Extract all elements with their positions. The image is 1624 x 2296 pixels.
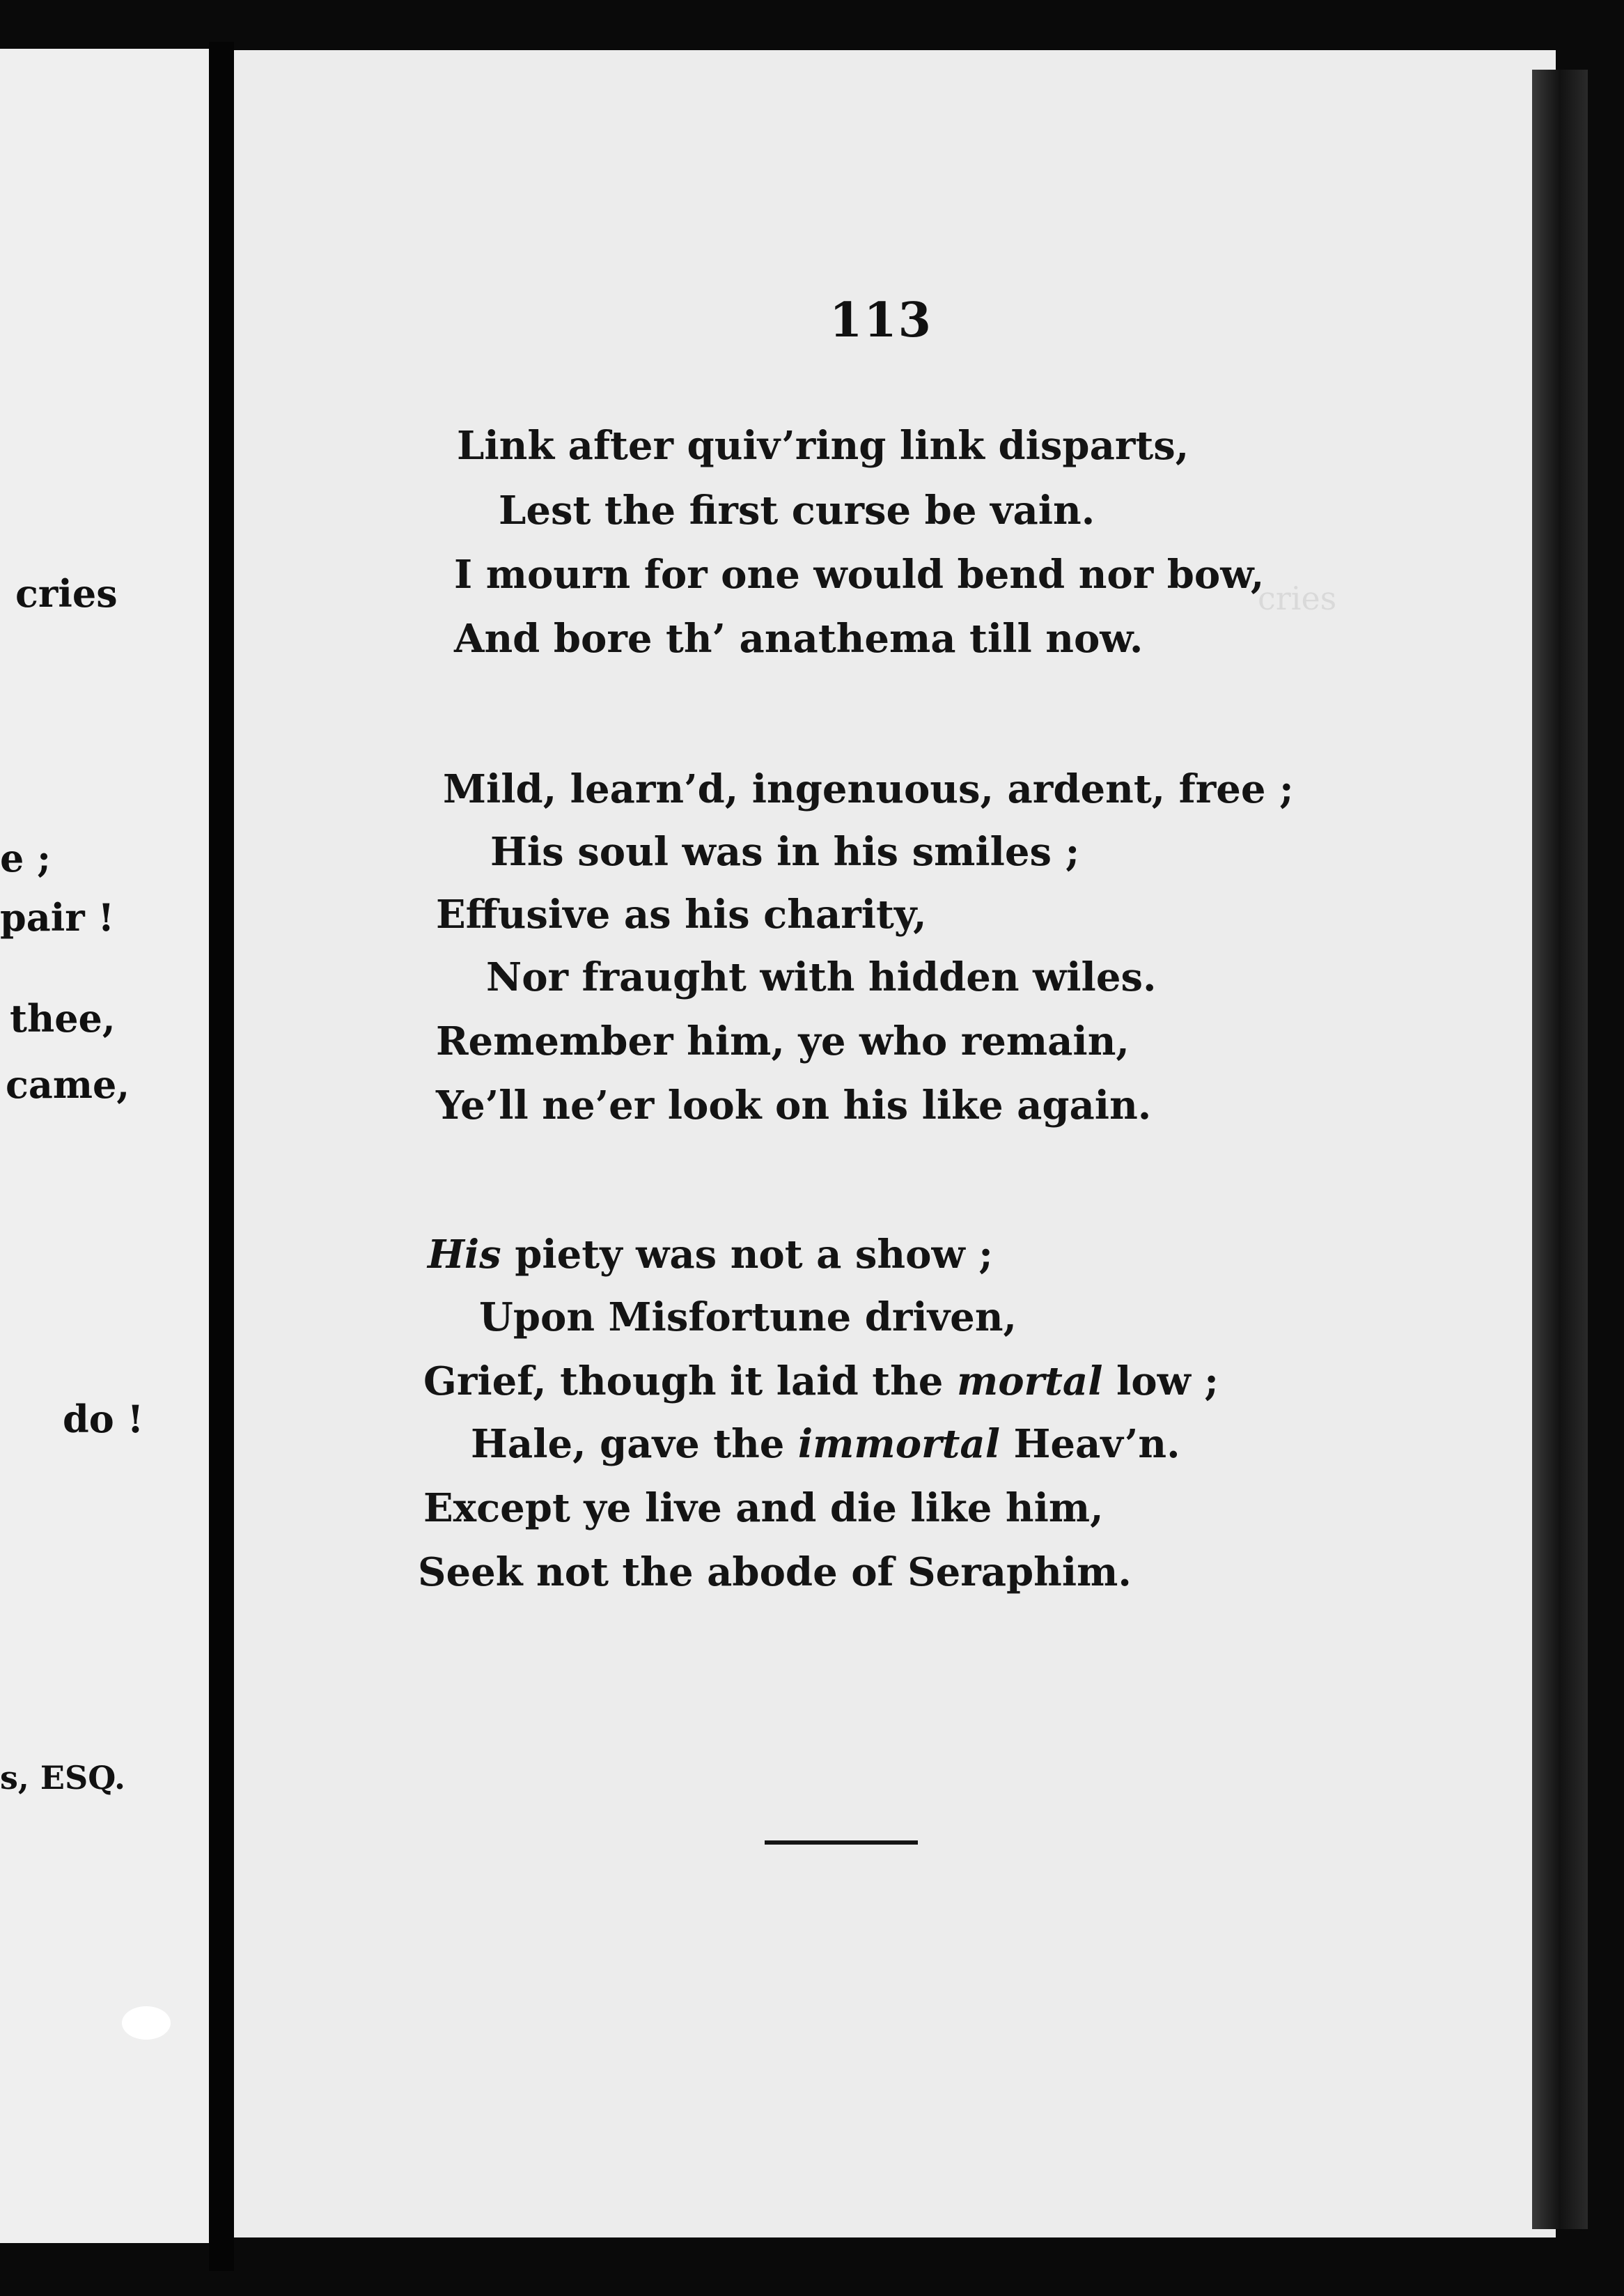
poem-line: Hale, gave the immortal Heav’n. [471,1421,1180,1467]
left-fragment-thee: thee, [10,996,116,1041]
poem-line: Mild, learn’d, ingenuous, ardent, free ; [443,766,1294,812]
show-through-text: cries [1258,580,1337,617]
poem-line: Grief, though it laid the mortal low ; [423,1358,1219,1404]
poem-line: Lest the first curse be vain. [499,488,1095,534]
left-page [0,49,209,2243]
page-number: 113 [829,293,932,348]
poem-line: Except ye live and die like him, [423,1485,1104,1531]
left-fragment-do: do ! [63,1397,144,1441]
book-gutter [209,42,234,2271]
poem-line: Remember him, ye who remain, [436,1018,1130,1064]
poem-line: His piety was not a show ; [428,1232,993,1278]
poem-line: I mourn for one would bend nor bow, [454,552,1265,598]
left-fragment-e: e ; [0,836,52,881]
left-fragment-came: came, [6,1062,130,1107]
left-fragment-cries: cries [15,571,118,616]
left-fragment-esq: s, ESQ. [0,1759,126,1797]
poem-line: Nor fraught with hidden wiles. [486,954,1157,1000]
poem-line: Effusive as his charity, [436,892,927,938]
poem-line: His soul was in his smiles ; [490,829,1080,875]
poem-line: Link after quiv’ring link disparts, [457,423,1189,469]
poem-line: And bore th’ anathema till now. [454,616,1143,662]
paper-spot [122,2006,171,2040]
poem-line: Seek not the abode of Seraphim. [418,1549,1132,1595]
right-page [234,50,1556,2237]
left-fragment-pair: pair ! [0,895,115,940]
poem-line: Upon Misfortune driven, [479,1294,1017,1340]
poem-line: Ye’ll ne’er look on his like again. [436,1083,1152,1128]
section-rule [765,1840,918,1845]
page-edge-shadow [1532,70,1588,2229]
